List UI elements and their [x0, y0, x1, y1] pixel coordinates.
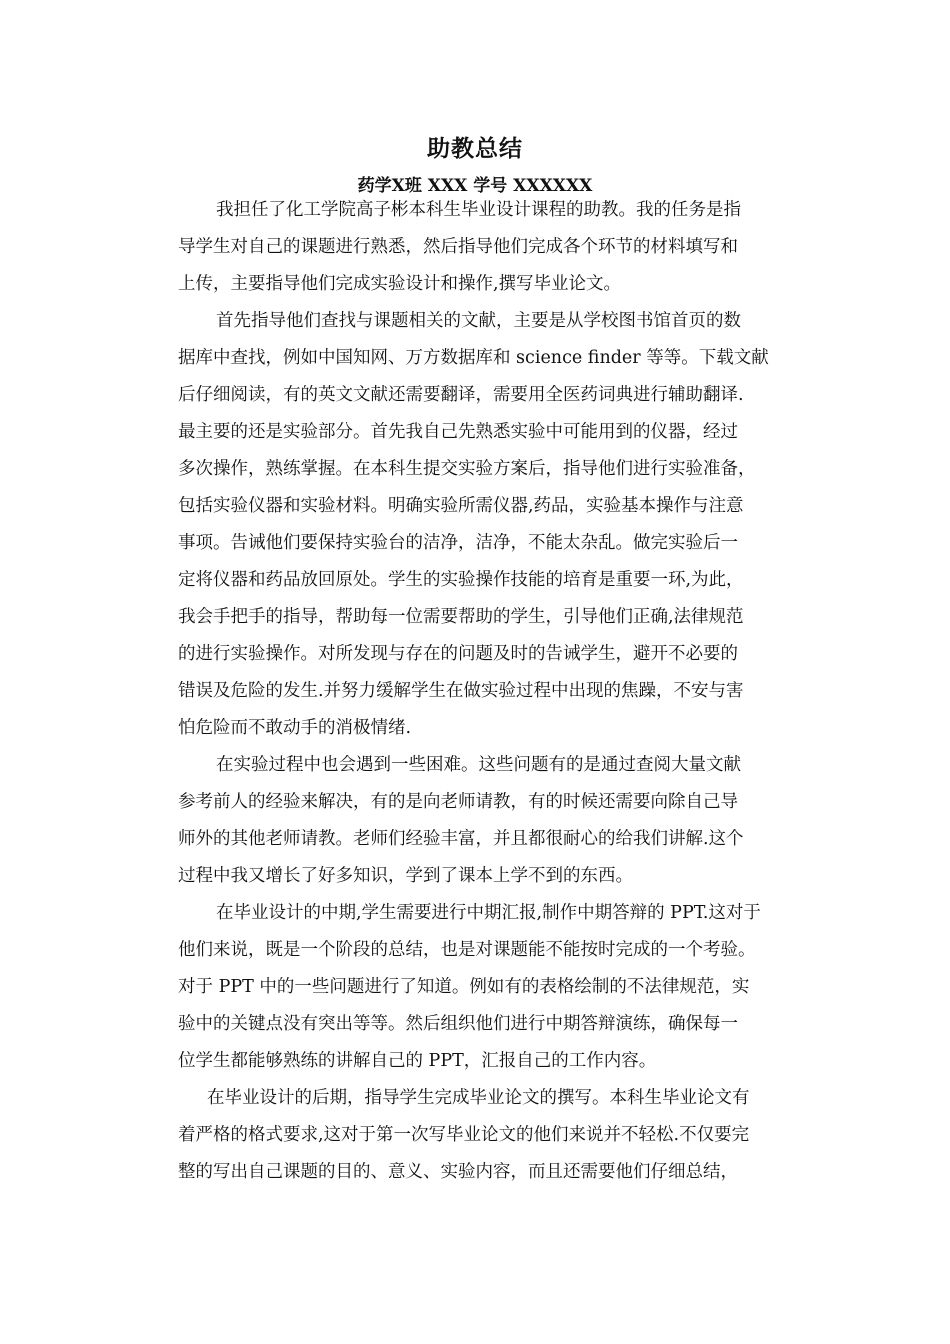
body-line: 最主要的还是实验部分。首先我自己先熟悉实验中可能用到的仪器，经过	[178, 422, 738, 442]
body-line: 在实验过程中也会遇到一些困难。这些问题有的是通过查阅大量文献	[216, 755, 741, 775]
body-line: 在毕业设计的中期,学生需要进行中期汇报,制作中期答辩的 PPT.这对于	[216, 903, 761, 923]
body-line: 包括实验仪器和实验材料。明确实验所需仪器,药品，实验基本操作与注意	[178, 496, 744, 516]
body-line: 过程中我又增长了好多知识，学到了课本上学不到的东西。	[178, 866, 633, 886]
body-line: 他们来说，既是一个阶段的总结，也是对课题能不能按时完成的一个考验。	[178, 940, 756, 960]
body-line: 导学生对自己的课题进行熟悉，然后指导他们完成各个环节的材料填写和	[178, 237, 738, 257]
body-line: 着严格的格式要求,这对于第一次写毕业论文的他们来说并不轻松.不仅要完	[178, 1125, 750, 1145]
document-title: 助教总结	[427, 135, 523, 162]
body-line: 位学生都能够熟练的讲解自己的 PPT，汇报自己的工作内容。	[178, 1051, 657, 1071]
body-line: 整的写出自己课题的目的、意义、实验内容，而且还需要他们仔细总结，	[178, 1162, 738, 1182]
body-line: 的进行实验操作。对所发现与存在的问题及时的告诫学生，避开不必要的	[178, 644, 738, 664]
body-line: 参考前人的经验来解决，有的是向老师请教，有的时候还需要向除自己导	[178, 792, 738, 812]
body-line: 后仔细阅读，有的英文文献还需要翻译，需要用全医药词典进行辅助翻译.	[178, 385, 744, 405]
body-line: 怕危险而不敢动手的消极情绪.	[178, 718, 412, 738]
body-line: 事项。告诫他们要保持实验台的洁净，洁净，不能太杂乱。做完实验后一	[178, 533, 738, 553]
body-line: 对于 PPT 中的一些问题进行了知道。例如有的表格绘制的不法律规范，实	[178, 977, 750, 997]
body-line: 师外的其他老师请教。老师们经验丰富，并且都很耐心的给我们讲解.这个	[178, 829, 744, 849]
body-line: 定将仪器和药品放回原处。学生的实验操作技能的培育是重要一环,为此，	[178, 570, 744, 590]
body-line: 我担任了化工学院高子彬本科生毕业设计课程的助教。我的任务是指	[216, 200, 741, 220]
body-line: 在毕业设计的后期，指导学生完成毕业论文的撰写。本科生毕业论文有	[207, 1088, 750, 1108]
body-line: 我会手把手的指导，帮助每一位需要帮助的学生，引导他们正确,法律规范	[178, 607, 744, 627]
body-line: 首先指导他们查找与课题相关的文献，主要是从学校图书馆首页的数	[216, 311, 741, 331]
body-line: 错误及危险的发生.并努力缓解学生在做实验过程中出现的焦躁，不安与害	[178, 681, 744, 701]
body-line: 验中的关键点没有突出等等。然后组织他们进行中期答辩演练，确保每一	[178, 1014, 738, 1034]
body-line: 上传，主要指导他们完成实验设计和操作,撰写毕业论文。	[178, 274, 622, 294]
document-subtitle: 药学X班 XXX 学号 XXXXXX	[357, 176, 593, 196]
body-line: 据库中查找，例如中国知网、万方数据库和 science finder 等等。下载文献	[178, 348, 769, 368]
body-line: 多次操作，熟练掌握。在本科生提交实验方案后，指导他们进行实验准备，	[178, 459, 756, 479]
